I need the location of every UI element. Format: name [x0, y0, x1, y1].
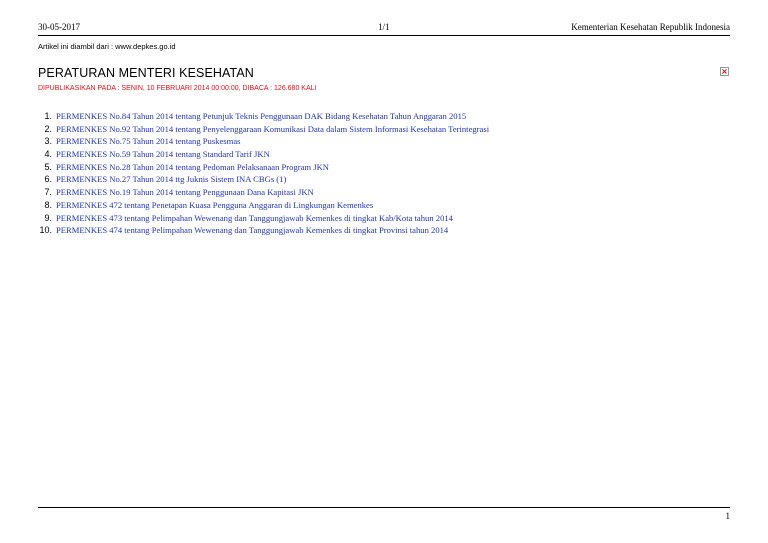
list-item-number: 3.: [44, 136, 52, 147]
page-footer: [38, 507, 730, 521]
regulation-link[interactable]: PERMENKES 472 tentang Penetapan Kuasa Pengguna Anggaran di Lingkungan Kemenkes: [56, 199, 374, 210]
regulation-link[interactable]: PERMENKES No.27 Tahun 2014 ttg Juknis Sistem INA CBGs (1): [56, 174, 287, 185]
list-item-number: 4.: [44, 149, 52, 160]
regulation-link[interactable]: PERMENKES No.28 Tahun 2014 tentang Pedoman Pelaksanaan Program JKN: [56, 161, 330, 172]
list-item: [38, 147, 489, 160]
article-meta: DIPUBLIKASIKAN PADA : SENIN, 10 FEBRUARI 2014 00:00:00, DIBACA : 126.680 KALI: [38, 85, 317, 92]
regulation-link[interactable]: PERMENKES No.84 Tahun 2014 tentang Petunjuk Teknis Penggunaan DAK Bidang Kesehatan Tahun Anggaran 2015: [56, 111, 467, 121]
list-item-number: 7.: [44, 187, 52, 198]
regulation-link[interactable]: PERMENKES No.92 Tahun 2014 tentang Penyelenggaraan Komunikasi Data dalam Sistem Informasi Kesehatan Terintegrasi: [56, 123, 490, 134]
list-item-number: 9.: [44, 212, 52, 223]
regulation-link[interactable]: PERMENKES No.19 Tahun 2014 tentang Penggunaan Dana Kapitasi JKN: [56, 187, 314, 198]
list-item: [38, 198, 489, 211]
list-item: [38, 134, 489, 147]
list-item-number: 2.: [44, 123, 52, 134]
close-icon[interactable]: ×: [721, 67, 728, 76]
list-item-number: 1.: [44, 111, 52, 121]
regulation-link[interactable]: PERMENKES 474 tentang Pelimpahan Wewenang dan Tanggungjawab Kemenkes di tingkat Provinsi tahun 2014: [56, 225, 449, 236]
regulation-link[interactable]: PERMENKES No.59 Tahun 2014 tentang Standard Tarif JKN: [56, 149, 270, 160]
footer-page-number: 1: [725, 511, 730, 521]
article-title: PERATURAN MENTERI KESEHATAN: [38, 66, 254, 80]
header-organization: Kementerian Kesehatan Republik Indonesia: [571, 22, 730, 32]
header-date: 30-05-2017: [38, 22, 80, 32]
list-item: [38, 223, 489, 236]
regulation-link[interactable]: PERMENKES No.75 Tahun 2014 tentang Puskesmas: [56, 136, 241, 147]
list-item-number: 5.: [44, 161, 52, 172]
list-item-number: 6.: [44, 174, 52, 185]
regulation-link[interactable]: PERMENKES 473 tentang Pelimpahan Wewenang dan Tanggungjawab Kemenkes di tingkat Kab/Kota tahun 2014: [56, 212, 453, 223]
source-note: Artikel ini diambil dari : www.depkes.go.id: [38, 42, 176, 51]
list-item: [38, 109, 489, 122]
list-item: [38, 122, 489, 135]
regulation-list: [38, 109, 489, 236]
list-item: [38, 185, 489, 198]
list-item: [38, 211, 489, 224]
header-page-counter: 1/1: [378, 22, 390, 32]
page-header: [38, 21, 730, 36]
list-item-number: 10.: [39, 225, 52, 236]
list-item-number: 8.: [44, 199, 52, 210]
list-item: [38, 172, 489, 185]
list-item: [38, 160, 489, 173]
